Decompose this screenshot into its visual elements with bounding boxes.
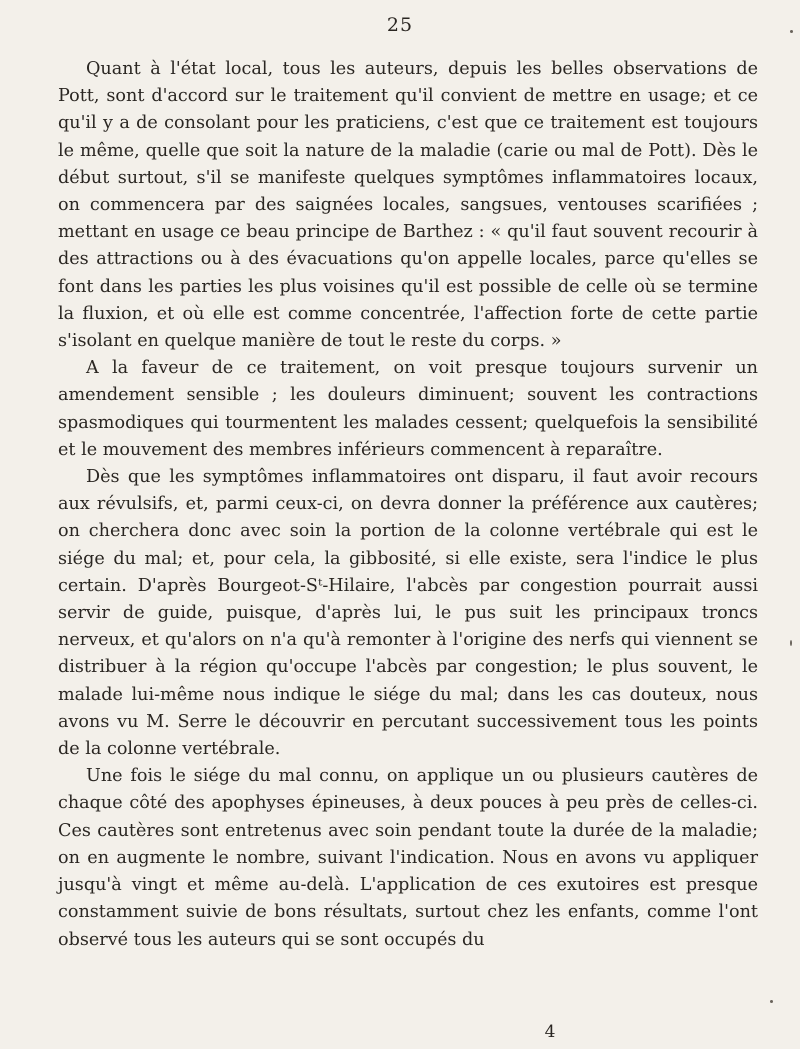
paper-speck — [790, 30, 793, 33]
body-text — [58, 56, 758, 954]
page-number: 25 — [386, 14, 414, 36]
paragraph-cauteres: Une fois le siége du mal connu, on applique un ou plusieurs cautères de chaque côté des apophyses épineuses, à deux pouces à peu près de celles-ci. Ces cautères sont entretenus avec soin pendant toute la durée de la maladie; on en augmente le nombre, suivant l'indication. Nous en avons vu appliquer jusqu'à vingt et même au-delà. L'application de ces exutoires est presque constamment suivie de bons résultats, surtout chez les enfants, comme l'ont observé tous les auteurs qui se sont occupés du — [58, 766, 758, 950]
signature-mark: 4 — [544, 1022, 556, 1042]
paragraph-revulsifs: Dès que les symptômes inflammatoires ont disparu, il faut avoir recours aux révulsifs, et, parmi ceux-ci, on devra donner la préférence aux cautères; on cherchera donc avec soin la portion de la colonne vertébrale qui est le siége du mal; et, pour cela, la gibbosité, si elle existe, sera l'indice le plus certain. D'après Bourgeot-Sᵗ-Hilaire, l'abcès par congestion pourrait aussi servir de guide, puisque, d'après lui, le pus suit les principaux troncs nerveux, et qu'alors on n'a qu'à remonter à l'origine des nerfs qui viennent se distribuer à la région qu'occupe l'abcès par congestion; le plus souvent, le malade lui-même nous indique le siége du mal; dans les cas douteux, nous avons vu M. Serre le découvrir en percutant successivement tous les points de la colonne vertébrale. — [58, 467, 758, 760]
paper-speck — [790, 640, 792, 646]
paragraph-etat-local: Quant à l'état local, tous les auteurs, depuis les belles observations de Pott, sont d'accord sur le traitement qu'il convient de mettre en usage; et ce qu'il y a de consolant pour les praticiens, c'est que ce traitement est toujours le même, quelle que soit la nature de la maladie (carie ou mal de Pott). Dès le début surtout, s'il se manifeste quelques symptômes inflammatoires locaux, on commencera par des saignées locales, sangsues, ventouses scarifiées ; mettant en usage ce beau principe de Barthez : « qu'il faut souvent recourir à des attractions ou à des évacuations qu'on appelle locales, parce qu'elles se font dans les parties les plus voisines qu'il est possible de celle où se termine la fluxion, et où elle est comme concentrée, l'affection forte de cette partie s'isolant en quelque manière de tout le reste du corps. » — [58, 59, 758, 352]
paragraph-amendement: A la faveur de ce traitement, on voit presque toujours survenir un amendement sensible ; les douleurs diminuent; souvent les contractions spasmodiques qui tourmentent les malades cessent; quelquefois la sensibilité et le mouvement des membres inférieurs commencent à reparaître. — [58, 358, 758, 460]
paper-speck — [770, 1000, 773, 1003]
